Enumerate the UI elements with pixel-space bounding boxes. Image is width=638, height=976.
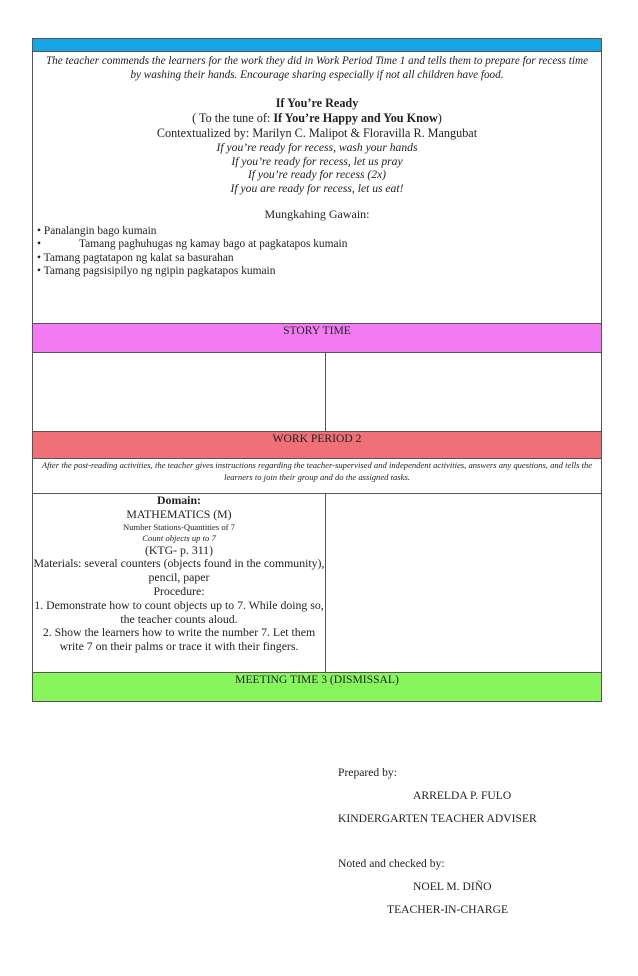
contextualized-by: Contextualized by: Marilyn C. Malipot & Floravilla R. Mangubat bbox=[156, 126, 478, 140]
bullet: • bbox=[37, 265, 41, 278]
meeting-time-band: MEETING TIME 3 (DISMISSAL) bbox=[33, 673, 602, 702]
gawain-text: Tamang paghuhugas ng kamay bago at pagkatapos kumain bbox=[79, 238, 348, 251]
header-band bbox=[33, 39, 602, 52]
procedure-step: 2. Show the learners how to write the number 7. Let them write 7 on their palms or trace it with their fingers. bbox=[42, 625, 316, 654]
domain-right-cell bbox=[326, 494, 602, 673]
bullet: • bbox=[37, 238, 41, 251]
domain-subject: MATHEMATICS (M) bbox=[126, 506, 232, 521]
tune-line bbox=[33, 111, 601, 126]
story-time-left-cell bbox=[33, 353, 326, 432]
procedure-heading: Procedure: bbox=[153, 583, 205, 598]
work-period-2-desc-row bbox=[33, 459, 602, 494]
story-time-row bbox=[33, 324, 602, 353]
recess-intro: The teacher commends the learners for the work they did in Work Period Time 1 and tells them to prepare for recess time by washing their hands. Encourage sharing especially if not all children have food. bbox=[45, 55, 589, 81]
gawain-list bbox=[33, 225, 601, 279]
story-time-right-cell bbox=[326, 353, 602, 432]
story-time-content-row bbox=[33, 353, 602, 432]
domain-objective: Count objects up to 7 bbox=[142, 532, 216, 543]
tune-name: If You’re Happy and You Know bbox=[273, 111, 438, 125]
work-period-2-row bbox=[33, 432, 602, 459]
lyric-line: If you’re ready for recess, let us pray bbox=[231, 154, 403, 168]
bullet: • bbox=[37, 225, 41, 237]
domain-reference: (KTG- p. 311) bbox=[144, 542, 214, 557]
lyric-line: If you are ready for recess, let us eat! bbox=[230, 181, 404, 195]
bullet: • bbox=[37, 251, 41, 264]
lyric-line: If you’re ready for recess, wash your hands bbox=[216, 141, 418, 154]
lyric-line: If you’re ready for recess (2x) bbox=[247, 168, 387, 181]
list-item bbox=[37, 238, 601, 251]
domain-cell bbox=[33, 494, 326, 673]
work-period-2-band: WORK PERIOD 2 bbox=[33, 432, 602, 459]
tune-suffix: ) bbox=[437, 111, 442, 125]
procedure-step: 1. Demonstrate how to count objects up to 7. While doing so, the teacher counts aloud. bbox=[34, 597, 324, 626]
gawain-text: Panalangin bago kumain bbox=[43, 225, 157, 237]
list-item bbox=[37, 225, 601, 238]
song-lyrics bbox=[33, 141, 601, 195]
gawain-heading: Mungkahing Gawain: bbox=[264, 207, 370, 221]
gawain-text: Tamang pagsisipilyo ng ngipin pagkatapos kumain bbox=[43, 265, 276, 278]
gawain-text: Tamang pagtatapon ng kalat sa basurahan bbox=[43, 251, 234, 264]
tune-prefix: ( To the tune of: bbox=[192, 111, 274, 125]
preparer-name: ARRELDA P. FULO bbox=[413, 789, 512, 802]
checked-by-label: Noted and checked by: bbox=[338, 857, 445, 870]
list-item bbox=[37, 252, 601, 265]
domain-station: Number Stations-Quantities of 7 bbox=[123, 521, 235, 532]
list-item bbox=[37, 265, 601, 278]
domain-heading: Domain: bbox=[157, 493, 201, 507]
recess-cell bbox=[33, 52, 602, 324]
meeting-time-row bbox=[33, 673, 602, 702]
preparer-title: KINDERGARTEN TEACHER ADVISER bbox=[338, 812, 537, 825]
domain-materials: Materials: several counters (objects found in the community), pencil, paper bbox=[33, 556, 325, 585]
header-band-row bbox=[33, 39, 602, 52]
checker-name: NOEL M. DIÑO bbox=[413, 880, 492, 893]
story-time-band: STORY TIME bbox=[33, 324, 602, 353]
prepared-by-label: Prepared by: bbox=[338, 766, 397, 779]
domain-row bbox=[33, 494, 602, 673]
recess-row bbox=[33, 52, 602, 324]
song-title: If You’re Ready bbox=[275, 96, 359, 110]
checker-title: TEACHER-IN-CHARGE bbox=[387, 903, 509, 916]
lesson-plan-table bbox=[32, 38, 602, 702]
work-period-2-description: After the post-reading activities, the teacher gives instructions regarding the teacher-supervised and independent activities, answers any questions, and tells the learners to join their group and do the assigned tasks. bbox=[33, 459, 602, 494]
